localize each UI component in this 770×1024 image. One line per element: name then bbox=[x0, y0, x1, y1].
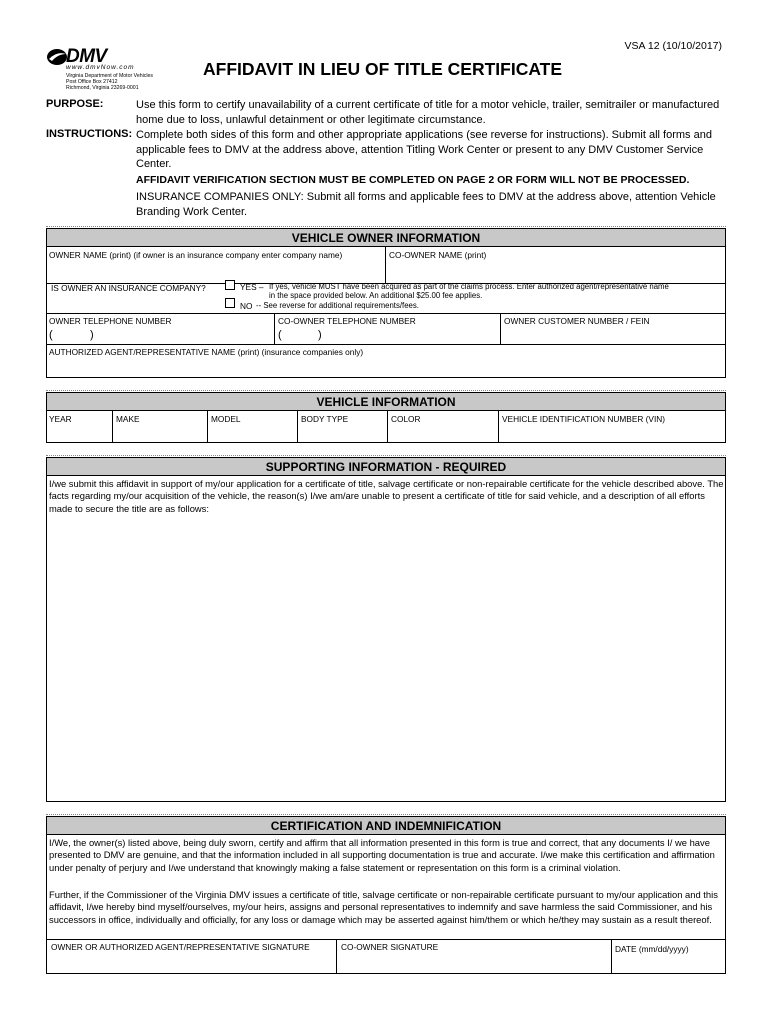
co-owner-phone-paren-open: ( bbox=[278, 329, 282, 341]
insurance-note: INSURANCE COMPANIES ONLY: Submit all forms and applicable fees to DMV at the address above, attention Vehicle Branding Work Center. bbox=[136, 191, 716, 218]
page-title: AFFIDAVIT IN LIEU OF TITLE CERTIFICATE bbox=[203, 59, 563, 79]
body-type-field[interactable] bbox=[298, 425, 387, 443]
logo-city: Richmond, Virginia 23269-0001 bbox=[66, 85, 139, 91]
owner-signature-field[interactable] bbox=[47, 953, 336, 974]
supporting-text: I/we submit this affidavit in support of my/our application for a certificate of title, salvage certificate or non-repairable certificate for the vehicle described above. The facts regarding my/our acquisition of the vehicle, the reason(s) I/we am/are unable to present a certificate of title for said vehicle, and a description of all efforts made to secure the title are as follows: bbox=[49, 478, 724, 514]
owner-signature-label: OWNER OR AUTHORIZED AGENT/REPRESENTATIVE SIGNATURE bbox=[51, 942, 310, 952]
co-owner-phone-label: CO-OWNER TELEPHONE NUMBER bbox=[278, 316, 416, 326]
certification-section-heading: CERTIFICATION AND INDEMNIFICATION bbox=[47, 817, 725, 835]
supporting-explanation-field[interactable] bbox=[47, 518, 726, 802]
year-field[interactable] bbox=[47, 425, 112, 443]
model-field[interactable] bbox=[208, 425, 297, 443]
customer-number-label: OWNER CUSTOMER NUMBER / FEIN bbox=[504, 316, 650, 326]
owner-name-label: OWNER NAME (print) (if owner is an insurance company enter company name) bbox=[49, 250, 343, 260]
form-id: VSA 12 (10/10/2017) bbox=[624, 40, 722, 52]
agent-name-label: AUTHORIZED AGENT/REPRESENTATIVE NAME (print) (insurance companies only) bbox=[49, 347, 364, 357]
body-type-label: BODY TYPE bbox=[301, 414, 349, 424]
vin-field[interactable] bbox=[499, 425, 726, 443]
color-field[interactable] bbox=[388, 425, 498, 443]
owner-phone-field[interactable] bbox=[47, 327, 274, 344]
insurance-yes-checkbox[interactable] bbox=[225, 280, 235, 290]
yes-explanation-2: in the space provided below. An additional $25.00 fee applies. bbox=[269, 291, 483, 300]
dmv-swoosh-icon bbox=[46, 48, 68, 66]
insurance-question-label: IS OWNER AN INSURANCE COMPANY? bbox=[51, 283, 206, 293]
co-owner-phone-paren-close: ) bbox=[318, 329, 322, 341]
date-field[interactable] bbox=[612, 955, 726, 974]
yes-label: YES – bbox=[240, 282, 264, 292]
purpose-label: PURPOSE: bbox=[46, 98, 104, 110]
owner-phone-label: OWNER TELEPHONE NUMBER bbox=[49, 316, 172, 326]
owner-section bbox=[46, 228, 726, 378]
make-field[interactable] bbox=[113, 425, 207, 443]
logo-po-box: Post Office Box 27412 bbox=[66, 79, 118, 85]
logo-url: www.dmvNow.com bbox=[66, 64, 135, 71]
co-owner-name-label: CO-OWNER NAME (print) bbox=[389, 250, 487, 260]
no-explanation: -- See reverse for additional requirements/fees. bbox=[256, 301, 419, 310]
vehicle-section-heading: VEHICLE INFORMATION bbox=[47, 393, 725, 411]
certification-paragraph-2: Further, if the Commissioner of the Virginia DMV issues a certificate of title, salvage certificate or non-repairable certificate pursuant to my/our application and this affidavit, I/we hereby bind myself/ourselves, my/our heirs, assigns and personal representatives to indemnify and save harmless the said Commissioner, and his successors in office, individually and officially, for any loss or damage which may be asserted against him/them or which he/they may sustain as a result thereof. bbox=[49, 889, 718, 925]
owner-phone-paren-open: ( bbox=[49, 329, 53, 341]
instructions-text: Complete both sides of this form and other appropriate applications (see reverse for instructions). Submit all forms and applicable fees to DMV at the address above, attention Titling Work Center or present to any DMV Customer Service Center. bbox=[136, 129, 712, 170]
logo-wordmark: DMV bbox=[66, 46, 107, 67]
logo-agency: Virginia Department of Motor Vehicles bbox=[66, 73, 153, 79]
owner-name-field[interactable] bbox=[47, 261, 385, 283]
color-label: COLOR bbox=[391, 414, 421, 424]
co-owner-name-field[interactable] bbox=[386, 261, 726, 283]
dmv-logo bbox=[46, 46, 176, 91]
instructions-label: INSTRUCTIONS: bbox=[46, 128, 133, 140]
agent-name-field[interactable] bbox=[47, 357, 726, 378]
customer-number-field[interactable] bbox=[501, 327, 726, 344]
purpose-text: Use this form to certify unavailability of a current certificate of title for a motor vehicle, trailer, semitrailer or manufactured home due to loss, unlawful detainment or other legitimate circumstance. bbox=[136, 99, 720, 126]
verification-note: AFFIDAVIT VERIFICATION SECTION MUST BE COMPLETED ON PAGE 2 OR FORM WILL NOT BE PROCESSED. bbox=[136, 174, 690, 186]
vin-label: VEHICLE IDENTIFICATION NUMBER (VIN) bbox=[502, 414, 666, 424]
supporting-section-heading: SUPPORTING INFORMATION - REQUIRED bbox=[47, 458, 725, 476]
owner-section-heading: VEHICLE OWNER INFORMATION bbox=[47, 229, 725, 247]
supporting-section bbox=[46, 457, 726, 802]
vehicle-section bbox=[46, 392, 726, 443]
co-owner-phone-field[interactable] bbox=[275, 327, 500, 344]
date-label: DATE (mm/dd/yyyy) bbox=[615, 944, 689, 954]
co-owner-signature-label: CO-OWNER SIGNATURE bbox=[341, 942, 439, 952]
yes-explanation-1: If yes, vehicle MUST have been acquired as part of the claims process. Enter authorized agent/representative name bbox=[269, 282, 669, 291]
co-owner-signature-field[interactable] bbox=[337, 953, 611, 974]
year-label: YEAR bbox=[49, 414, 72, 424]
certification-paragraph-1: I/We, the owner(s) listed above, being duly sworn, certify and affirm that all information presented in this form is true and correct, that any documents I/ we have presented to DMV are genuine, and that the information included in all supporting documentation is true and accurate. I/we make this certification and affirmation under penalty of perjury and I/we understand that knowingly making a false statement or representation on this form is a criminal violation. bbox=[49, 837, 715, 873]
model-label: MODEL bbox=[211, 414, 241, 424]
certification-section bbox=[46, 816, 726, 974]
insurance-no-checkbox[interactable] bbox=[225, 298, 235, 308]
owner-phone-paren-close: ) bbox=[90, 329, 94, 341]
make-label: MAKE bbox=[116, 414, 140, 424]
no-label: NO bbox=[240, 301, 253, 311]
